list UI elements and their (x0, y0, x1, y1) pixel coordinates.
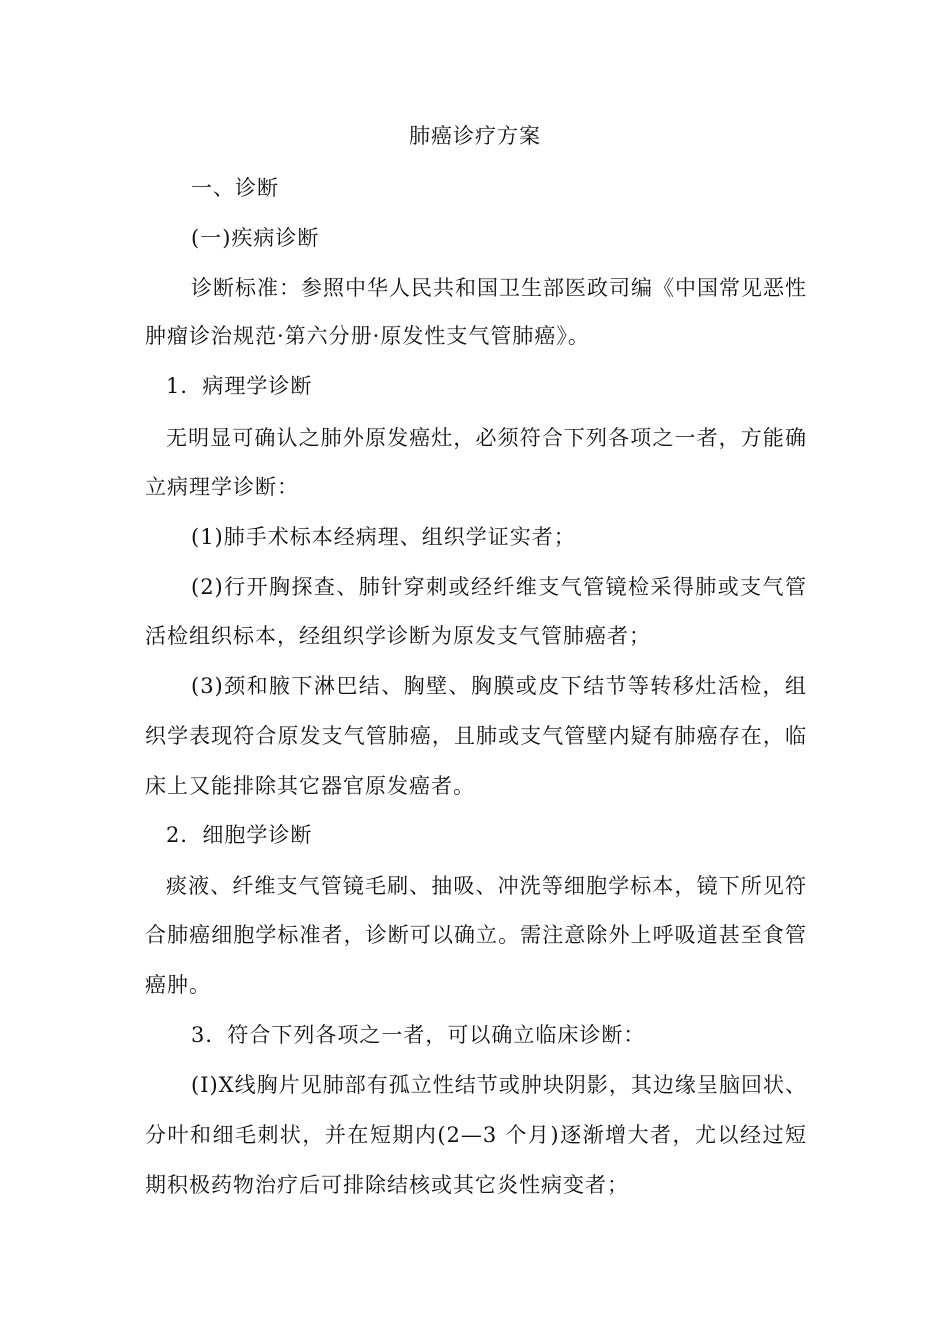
paragraph-line: 立病理学诊断： (145, 475, 299, 499)
paragraph-line: 无明显可确认之肺外原发癌灶，必须符合下列各项之一者，方能确 (166, 426, 807, 450)
paragraph-line: 癌肿。 (145, 973, 211, 997)
subheading-disease-diagnosis: (一)疾病诊断 (191, 226, 320, 250)
heading-cytology-diagnosis: 2．细胞学诊断 (166, 823, 313, 847)
paragraph-line: 合肺癌细胞学标准者，诊断可以确立。需注意除外上呼吸道甚至食管 (145, 923, 807, 947)
list-item: (I)X线胸片见肺部有孤立性结节或肿块阴影，其边缘呈脑回状、 (191, 1073, 807, 1097)
list-item: (1)肺手术标本经病理、组织学证实者； (191, 525, 576, 549)
paragraph-line: 肿瘤诊治规范·第六分册·原发性支气管肺癌》。 (145, 324, 590, 348)
paragraph-line: 活检组织标本，经组织学诊断为原发支气管肺癌者； (145, 624, 651, 648)
paragraph-line: 分叶和细毛刺状，并在短期内(2—3 个月)逐渐增大者，尤以经过短 (145, 1123, 807, 1147)
list-item: (2)行开胸探查、肺针穿刺或经纤维支气管镜检采得肺或支气管 (191, 575, 807, 599)
paragraph-line: 床上又能排除其它器官原发癌者。 (145, 774, 475, 798)
heading-clinical-diagnosis: 3．符合下列各项之一者，可以确立临床诊断： (191, 1023, 646, 1047)
list-item: (3)颈和腋下淋巴结、胸壁、胸膜或皮下结节等转移灶活检，组 (191, 674, 807, 698)
heading-diagnosis: 一、诊断 (191, 176, 279, 200)
paragraph-line: 诊断标准：参照中华人民共和国卫生部医政司编《中国常见恶性 (191, 276, 807, 300)
document-title: 肺癌诊疗方案 (409, 124, 541, 148)
paragraph-line: 痰液、纤维支气管镜毛刷、抽吸、冲洗等细胞学标本，镜下所见符 (166, 874, 807, 898)
paragraph-line: 织学表现符合原发支气管肺癌，且肺或支气管壁内疑有肺癌存在，临 (145, 724, 807, 748)
heading-pathology-diagnosis: 1．病理学诊断 (166, 374, 313, 398)
paragraph-line: 期积极药物治疗后可排除结核或其它炎性病变者； (145, 1173, 629, 1197)
